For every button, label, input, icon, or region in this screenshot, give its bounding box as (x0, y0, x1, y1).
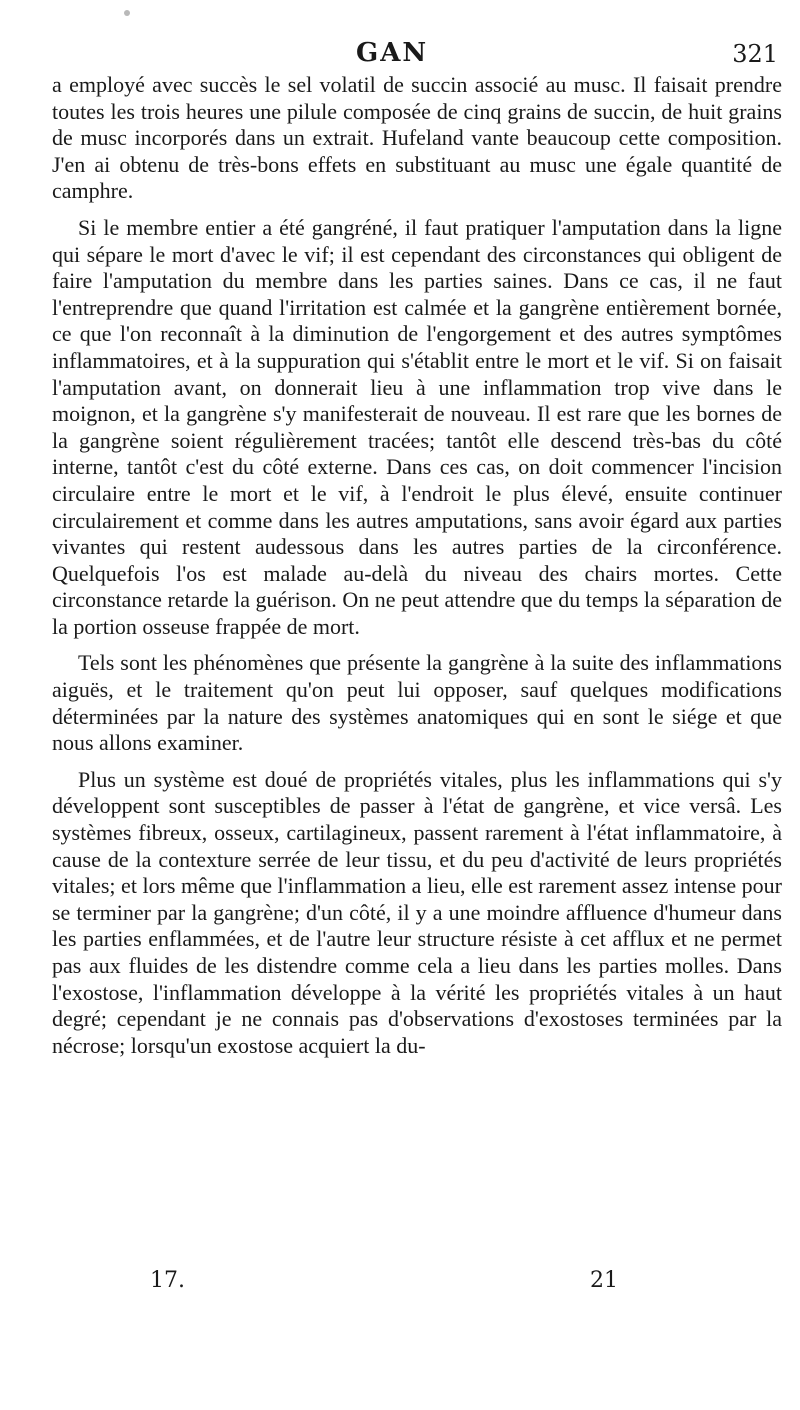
signature-mark-left: 17. (150, 1268, 185, 1293)
ink-spot (124, 10, 130, 16)
paragraph-phenomenes: Tels sont les phénomènes que présente la gangrène à la suite des inflammations aiguës, et le traitement qu'on peut lui opposer, sauf quelques modifications déterminées par la nature des systèmes anatomiques qui en sont le siége et que nous allons examiner. (52, 650, 782, 756)
page-footer (0, 1268, 800, 1300)
paragraph-systemes: Plus un système est doué de propriétés vitales, plus les inflammations qui s'y développent sont susceptibles de passer à l'état de gangrène, et vice versâ. Les systèmes fibreux, osseux, cartilagineux, passent rarement à l'état inflammatoire, à cause de la contexture serrée de leur tissu, et du peu d'activité de leurs propriétés vitales; et lors même que l'inflammation a lieu, elle est rarement assez intense pour se terminer par la gangrène; d'un côté, il y a une moindre affluence d'humeur dans les parties enflammées, et de l'autre leur structure résiste à cet afflux et ne permet pas aux fluides de les distendre comme cela a lieu dans les parties molles. Dans l'exostose, l'inflammation développe à la vérité les propriétés vitales à un haut degré; cependant je ne connais pas d'observations d'exostoses terminées par la nécrose; lorsqu'un exostose acquiert la du- (52, 766, 782, 1058)
running-title: GAN (356, 38, 429, 68)
page-number: 321 (732, 40, 778, 68)
body-text (52, 72, 782, 1059)
paragraph-amputation: Si le membre entier a été gangréné, il faut pratiquer l'amputation dans la ligne qui sépare le mort d'avec le vif; il est cependant des circonstances qui obligent de faire l'amputation du membre dans les parties saines. Dans ce cas, il ne faut l'entreprendre que quand l'irritation est calmée et la gangrène entièrement bornée, ce que l'on reconnaît à la diminution de l'engorgement et des autres symptômes inflammatoires, et à la suppuration qui s'établit entre le mort et le vif. Si on faisait l'amputation avant, on donnerait lieu à une inflammation trop vive dans le moignon, et la gangrène s'y manifesterait de nouveau. Il est rare que les bornes de la gangrène soient régulièrement tracées; tantôt elle descend très-bas du côté interne, tantôt c'est du côté externe. Dans ces cas, on doit commencer l'incision circulaire entre le mort et le vif, à l'endroit le plus élevé, ensuite continuer circulairement et comme dans les autres amputations, sans avoir égard aux parties vivantes qui restent audessous dans les autres parties de la circonférence. Quelquefois l'os est malade au-delà du niveau des chairs mortes. Cette circonstance retarde la guérison. On ne peut attendre que du temps la séparation de la portion osseuse frappée de mort. (52, 214, 782, 639)
page-header (0, 38, 800, 72)
signature-mark-right: 21 (590, 1268, 618, 1293)
paragraph-continuation: a employé avec succès le sel volatil de succin associé au musc. Il faisait prendre toutes les trois heures une pilule composée de cinq grains de succin, de huit grains de musc incorporés dans un extrait. Hufeland vante beaucoup cette composition. J'en ai obtenu de très-bons effets en substituant au musc une égale quantité de camphre. (52, 72, 782, 204)
